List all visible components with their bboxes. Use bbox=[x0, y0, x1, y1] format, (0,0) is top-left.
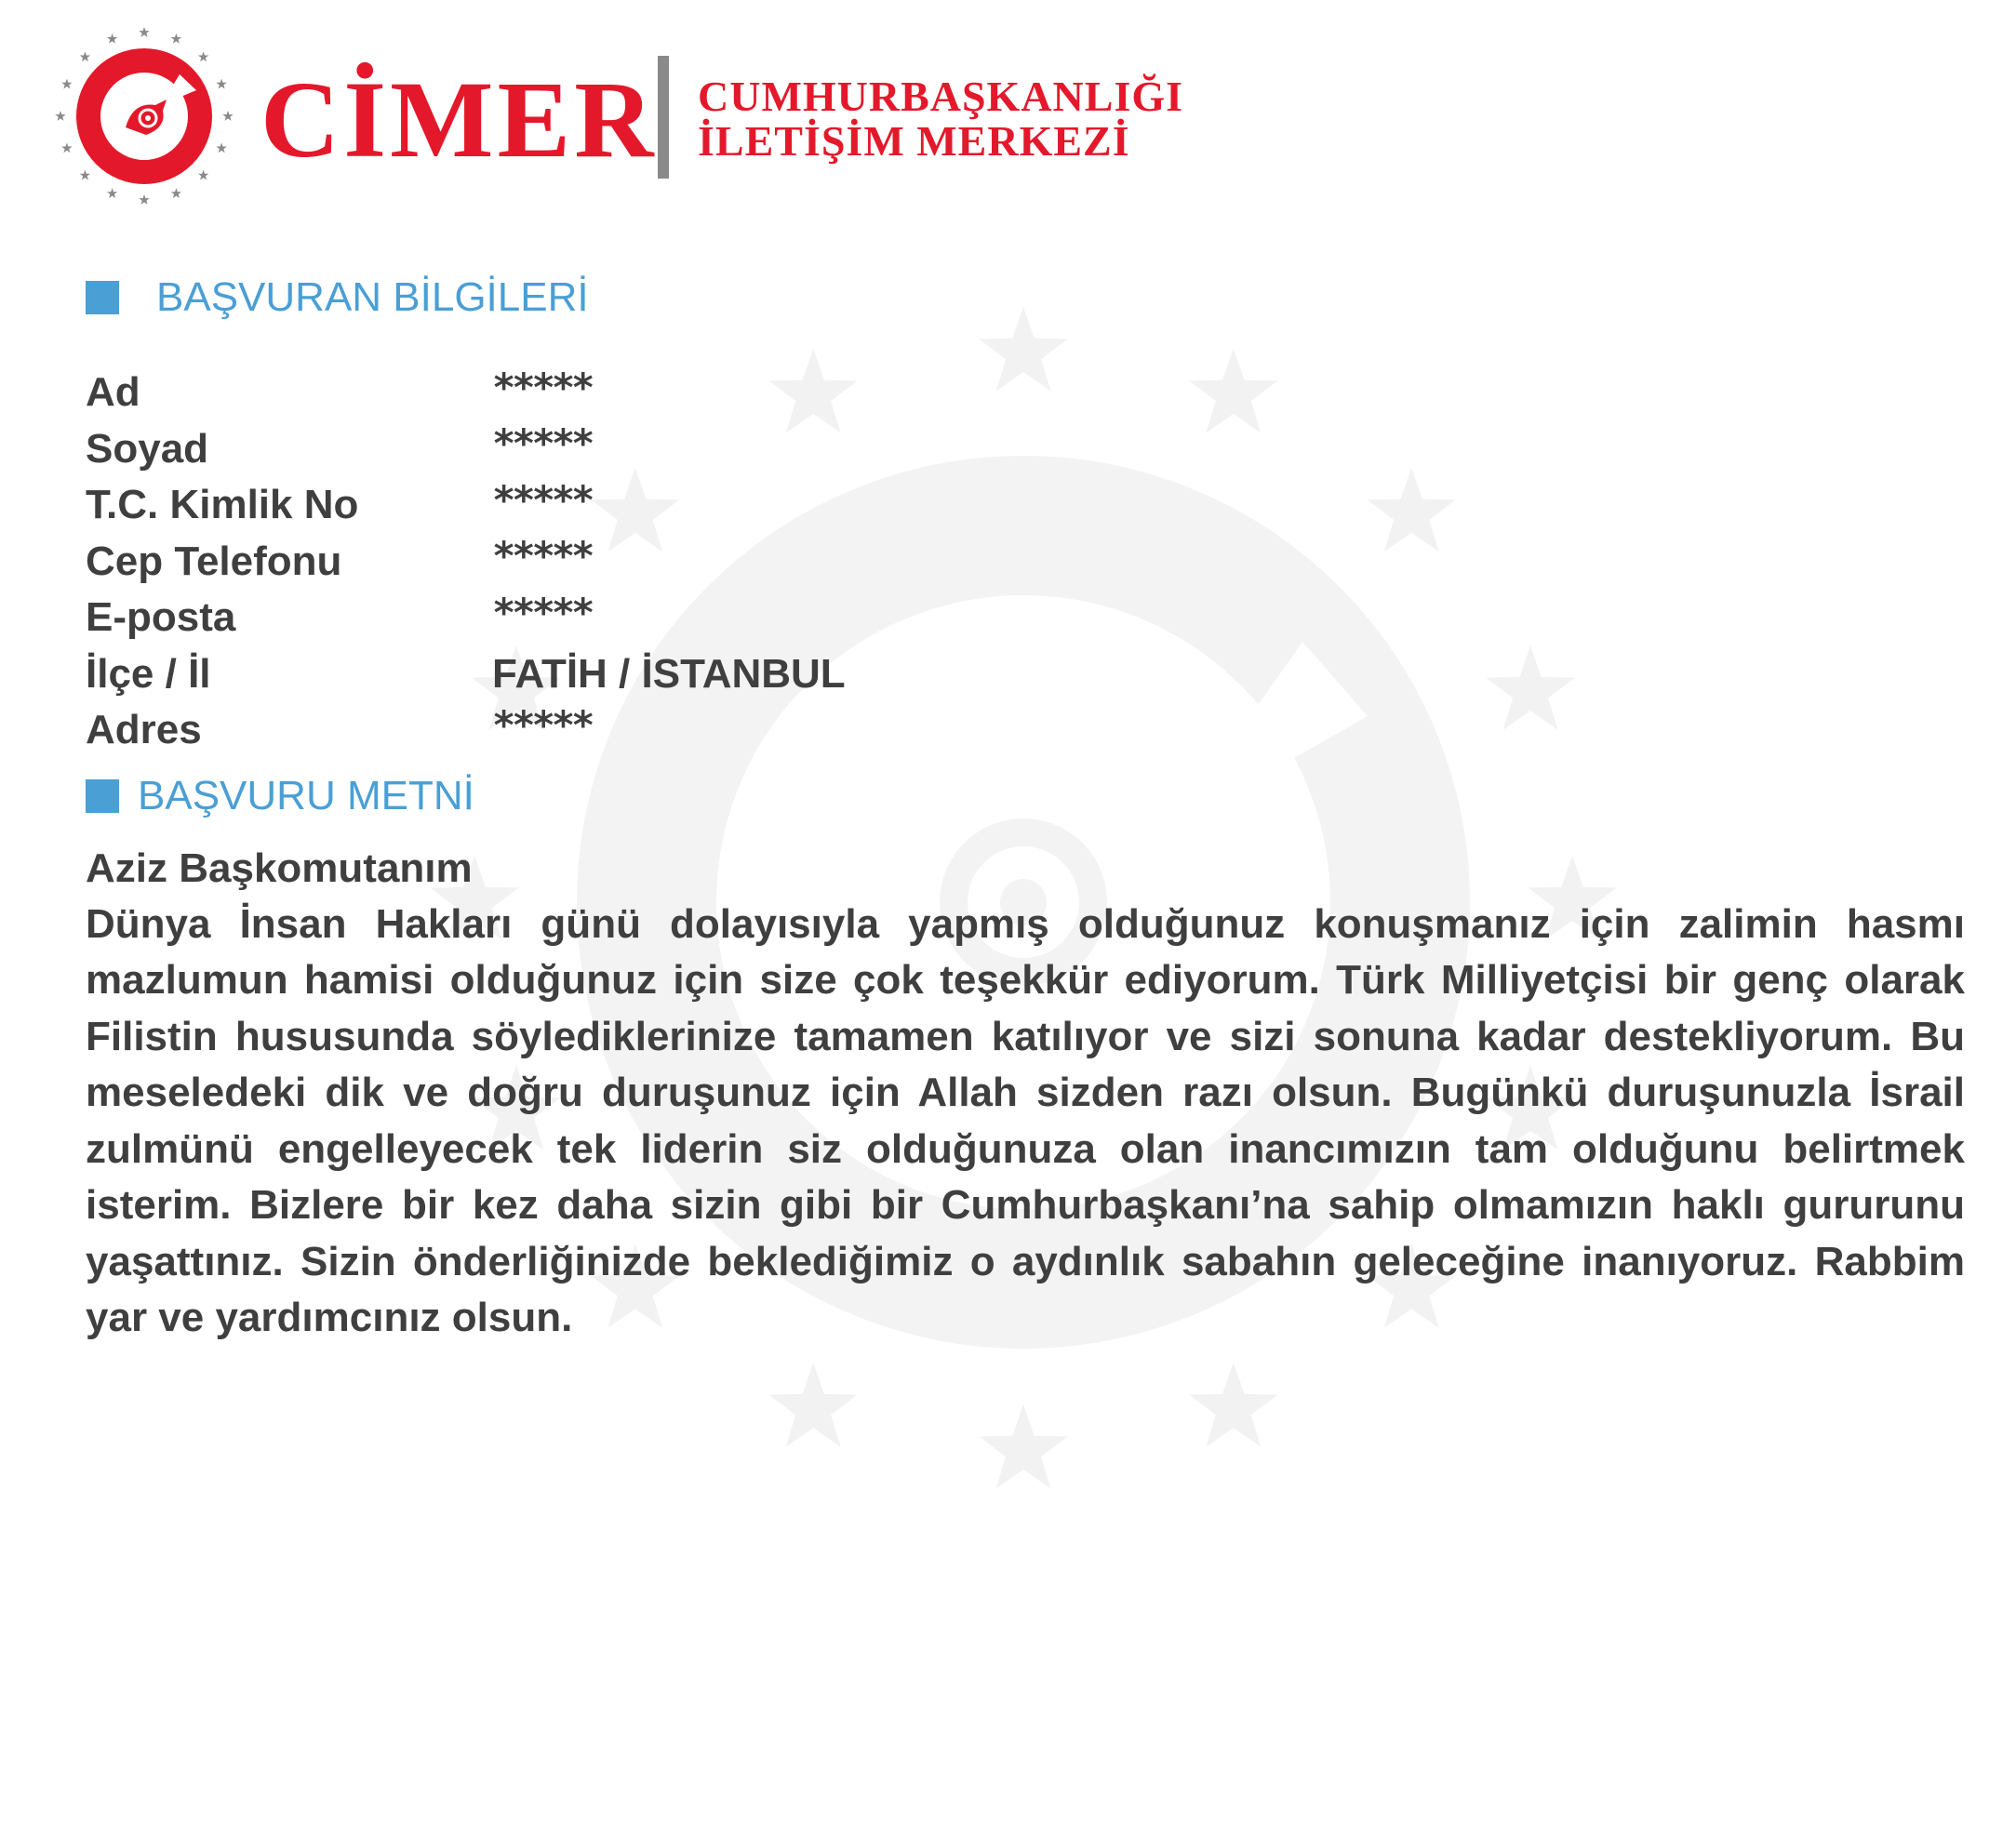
star-icon bbox=[769, 1363, 858, 1447]
info-label: Cep Telefonu bbox=[86, 538, 342, 584]
brand-subtitle-line1: CUMHURBAŞKANLIĞI bbox=[698, 73, 1184, 120]
cimer-logo-icon bbox=[51, 23, 237, 209]
star-icon bbox=[139, 194, 149, 205]
star-icon bbox=[222, 111, 233, 121]
info-label: Soyad bbox=[86, 425, 209, 472]
section-bullet-icon bbox=[86, 779, 119, 813]
star-icon bbox=[55, 111, 65, 121]
applicant-section-title bbox=[86, 270, 1965, 326]
section-bullet-icon bbox=[86, 281, 119, 314]
info-row-adres bbox=[86, 702, 1965, 759]
application-greeting: Aziz Başkomutanım bbox=[86, 845, 473, 891]
star-icon bbox=[979, 1404, 1067, 1489]
star-icon bbox=[216, 79, 226, 89]
info-label: Ad bbox=[86, 369, 140, 416]
star-icon bbox=[1189, 1363, 1277, 1447]
document-content bbox=[86, 270, 1965, 1347]
brand-divider bbox=[658, 56, 669, 179]
star-icon bbox=[80, 170, 90, 180]
info-value: ***** bbox=[492, 589, 592, 635]
info-row-tc-kimlik bbox=[86, 477, 1965, 534]
star-icon bbox=[80, 51, 90, 61]
star-icon bbox=[216, 142, 226, 153]
star-icon bbox=[139, 27, 149, 37]
info-value: ***** bbox=[492, 476, 592, 523]
info-value: FATİH / İSTANBUL bbox=[492, 650, 846, 697]
info-label: Adres bbox=[86, 707, 202, 753]
info-value: ***** bbox=[492, 701, 592, 748]
star-icon bbox=[198, 51, 208, 61]
brand-subtitle bbox=[698, 74, 1183, 165]
info-row-soyad bbox=[86, 421, 1965, 478]
info-row-ilce-il bbox=[86, 646, 1965, 703]
application-section-title bbox=[86, 768, 1965, 824]
brand-name: CİMER bbox=[260, 59, 658, 180]
info-row-eposta bbox=[86, 590, 1965, 646]
info-row-cep-telefonu bbox=[86, 534, 1965, 591]
star-icon bbox=[61, 79, 72, 89]
application-body-text: Dünya İnsan Hakları günü dolayısıyla yapmış olduğunuz konuşmanız için zalimin hasmı mazlumun hamisi olduğunuz için size çok teşekkür ediyorum. Türk Milliyetçisi bir genç olarak Filistin hususunda söylediklerinize tamamen katılıyor ve sizi sonuna kadar destekliyorum. Bu meseledeki dik ve doğru duruşunuz için Allah sizden razı olsun. Bugünkü duruşunuzla İsrail zulmünü engelleyecek tek liderin siz olduğunuza olan inancımızın tam olduğunu belirtmek isterim. Bizlere bir kez daha sizin gibi bir Cumhurbaşkanı’na sahip olmamızın haklı gururunu yaşattınız. Sizin önderliğinizde beklediğimiz o aydınlık sabahın geleceğine inanıyoruz. Rabbim yar ve yardımcınız olsun. bbox=[86, 900, 1965, 1340]
info-row-ad bbox=[86, 365, 1965, 421]
star-icon bbox=[107, 188, 117, 198]
info-value: ***** bbox=[492, 533, 592, 579]
star-icon bbox=[107, 33, 117, 44]
info-label: T.C. Kimlik No bbox=[86, 482, 359, 528]
info-label: E-posta bbox=[86, 594, 236, 641]
star-icon bbox=[171, 33, 181, 44]
application-section-title-text: BAŞVURU METNİ bbox=[138, 772, 474, 818]
star-icon bbox=[61, 142, 72, 153]
star-icon bbox=[171, 188, 181, 198]
cimer-header bbox=[51, 23, 1261, 209]
info-label: İlçe / İl bbox=[86, 650, 211, 697]
applicant-info-table bbox=[86, 365, 1965, 759]
info-value: ***** bbox=[492, 420, 592, 467]
applicant-section-title-text: BAŞVURAN BİLGİLERİ bbox=[156, 274, 589, 320]
star-icon bbox=[198, 170, 208, 180]
info-value: ***** bbox=[492, 364, 592, 410]
brand-subtitle-line2: İLETİŞİM MERKEZİ bbox=[698, 117, 1130, 166]
